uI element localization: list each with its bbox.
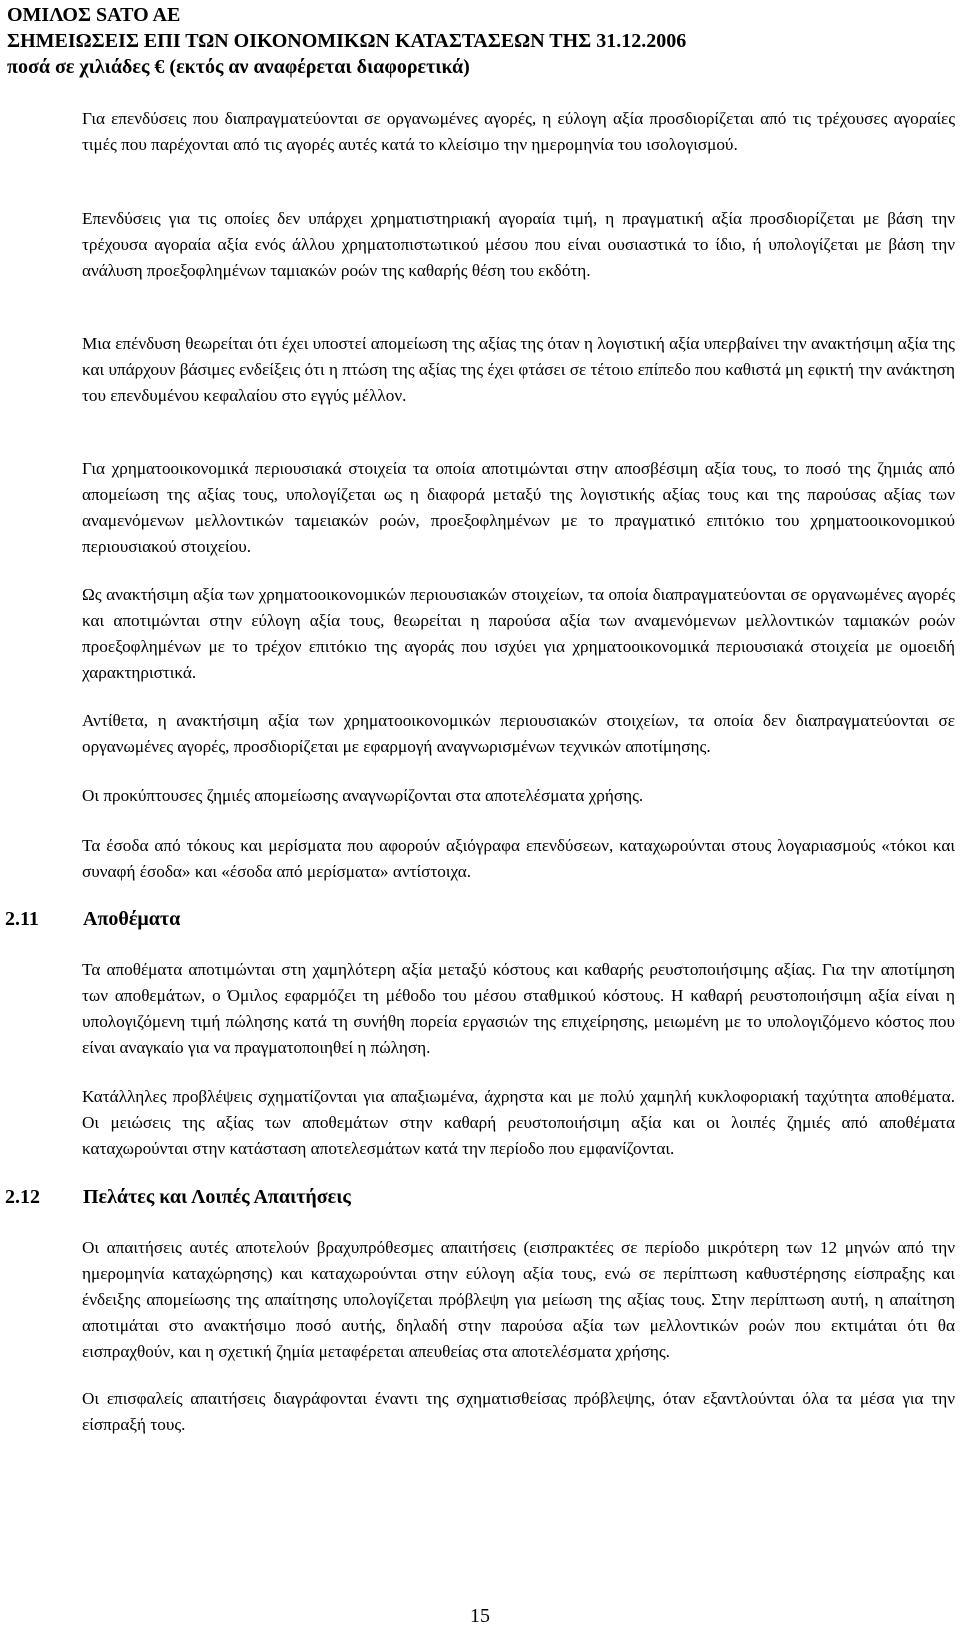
section-number: 2.12 [5,1186,40,1208]
paragraph-bad-debts: Οι επισφαλείς απαιτήσεις διαγράφονται έναντι της σχηματισθείσας πρόβλεψης, όταν εξαντλούνται όλα τα μέσα για την είσπραξή τους. [82,1389,955,1434]
paragraph-inventory-valuation: Τα αποθέματα αποτιμώνται στη χαμηλότερη αξία μεταξύ κόστους και καθαρής ρευστοποιήσιμης αξίας. Για την αποτίμηση των αποθεμάτων, ο Όμιλος εφαρμόζει τη μέθοδο του μέσου σταθμικού κόστους. Η καθαρή ρευστοποιήσιμη αξία είναι η υπολογιζόμενη τιμή πώλησης κατά τη συνήθη πορεία εργασιών της επιχείρησης, μειωμένη με το υπολογιζόμενο κόστος που είναι αναγκαίο για να πραγματοποιηθεί η πώληση. [82,960,955,1057]
paragraph-non-organized-markets: Αντίθετα, η ανακτήσιμη αξία των χρηματοοικονομικών περιουσιακών στοιχείων, τα οποία δεν διαπραγματεύονται σε οργανωμένες αγορές, προσδιορίζεται με εφαρμογή αναγνωρισμένων τεχνικών αποτίμησης. [82,711,955,756]
page-number: 15 [470,1605,490,1627]
section-title: Πελάτες και Λοιπές Απαιτήσεις [83,1186,351,1208]
paragraph-fair-value-organized-markets: Για επενδύσεις που διαπραγματεύονται σε οργανωμένες αγορές, η εύλογη αξία προσδιορίζεται από τις τρέχουσες αγοραίες τιμές που παρέχονται από τις αγορές αυτές κατά το κλείσιμο την ημερομηνία του ισολογισμού. [82,109,955,154]
section-heading-receivables [5,1184,351,1210]
paragraph-recoverable-value: Ως ανακτήσιμη αξία των χρηματοοικονομικών περιουσιακών στοιχείων, τα οποία διαπραγματεύονται σε οργανωμένες αγορές και αποτιμώνται στην εύλογη αξία τους, θεωρείται η παρούσα αξία των αναμενόμενων μελλοντικών ταμιακών ροών προεξοφλημένων με το τρέχον επιτόκιο της αγοράς που ισχύει για χρηματοοικονομικά περιουσιακά στοιχεία με ομοειδή χαρακτηριστικά. [82,585,955,682]
paragraph-amortized-cost: Για χρηματοοικονομικά περιουσιακά στοιχεία τα οποία αποτιμώνται στην αποσβέσιμη αξία τους, το ποσό της ζημιάς από απομείωση της αξίας τους, υπολογίζεται ως η διαφορά μεταξύ της λογιστικής αξίας τους και της παρούσας αξίας των αναμενόμενων μελλοντικών ταμειακών ροών, προεξοφλημένων με το πραγματικό επιτόκιο του χρηματοοικονομικού περιουσιακού στοιχείου. [82,459,955,556]
document-title: ΣΗΜΕΙΩΣΕΙΣ ΕΠΙ ΤΩΝ ΟΙΚΟΝΟΜΙΚΩΝ ΚΑΤΑΣΤΑΣΕΩΝ ΤΗΣ 31.12.2006 [7,30,687,52]
company-name: ΟΜΙΛΟΣ SATO AE [7,4,181,26]
paragraph-inventory-provisions: Κατάλληλες προβλέψεις σχηματίζονται για απαξιωμένα, άχρηστα και με πολύ χαμηλή κυκλοφοριακή ταχύτητα αποθέματα. Οι μειώσεις της αξίας των αποθεμάτων στην καθαρή ρευστοποιήσιμη αξία και οι λοιπές ζημιές από αποθέματα καταχωρούνται στην κατάσταση αποτελεσμάτων κατά την περίοδο που εμφανίζονται. [82,1087,955,1158]
paragraph-interest-dividends: Τα έσοδα από τόκους και μερίσματα που αφορούν αξιόγραφα επενδύσεων, καταχωρούνται στους λογαριασμούς «τόκοι και συναφή έσοδα» και «έσοδα από μερίσματα» αντίστοιχα. [82,836,955,881]
paragraph-impairment-losses: Οι προκύπτουσες ζημιές απομείωσης αναγνωρίζονται στα αποτελέσματα χρήσης. [82,786,644,805]
section-heading-inventories [5,906,180,932]
paragraph-no-market-price: Επενδύσεις για τις οποίες δεν υπάρχει χρηματιστηριακή αγοραία τιμή, η πραγματική αξία προσδιορίζεται με βάση την τρέχουσα αγοραία αξία ενός άλλου χρηματοπιστωτικού μέσου που είναι ουσιαστικά το ίδιο, ή υπολογίζεται με βάση την ανάλυση προεξοφλημένων ταμιακών ροών της καθαρής θέση του εκδότη. [82,209,955,280]
paragraph-impairment: Μια επένδυση θεωρείται ότι έχει υποστεί απομείωση της αξίας της όταν η λογιστική αξία υπερβαίνει την ανακτήσιμη αξία της και υπάρχουν βάσιμες ενδείξεις ότι η πτώση της αξίας της έχει φτάσει σε τέτοιο επίπεδο που καθιστά μη εφικτή την ανάκτηση του επενδυμένου κεφαλαίου στο εγγύς μέλλον. [82,334,955,405]
units-note: ποσά σε χιλιάδες € (εκτός αν αναφέρεται διαφορετικά) [7,56,470,78]
paragraph-receivables: Οι απαιτήσεις αυτές αποτελούν βραχυπρόθεσμες απαιτήσεις (εισπρακτέες σε περίοδο μικρότερη των 12 μηνών από την ημερομηνία καταχώρησης) και καταχωρούνται στην εύλογη αξία τους, ενώ σε περίπτωση καθυστέρησης είσπραξης και ένδειξης απομείωσης της απαίτησης υπολογίζεται πρόβλεψη για μείωση της αξίας τους. Στην περίπτωση αυτή, η απαίτηση αποτιμάται στο ανακτήσιμο ποσό αυτής, δηλαδή στην παρούσα αξία των μελλοντικών ροών που εκτιμάται ότι θα εισπραχθούν, και η σχετική ζημία μεταφέρεται απευθείας στα αποτελέσματα χρήσης. [82,1238,955,1361]
document-header [7,2,947,80]
section-title: Αποθέματα [83,908,181,930]
section-number: 2.11 [5,908,39,930]
